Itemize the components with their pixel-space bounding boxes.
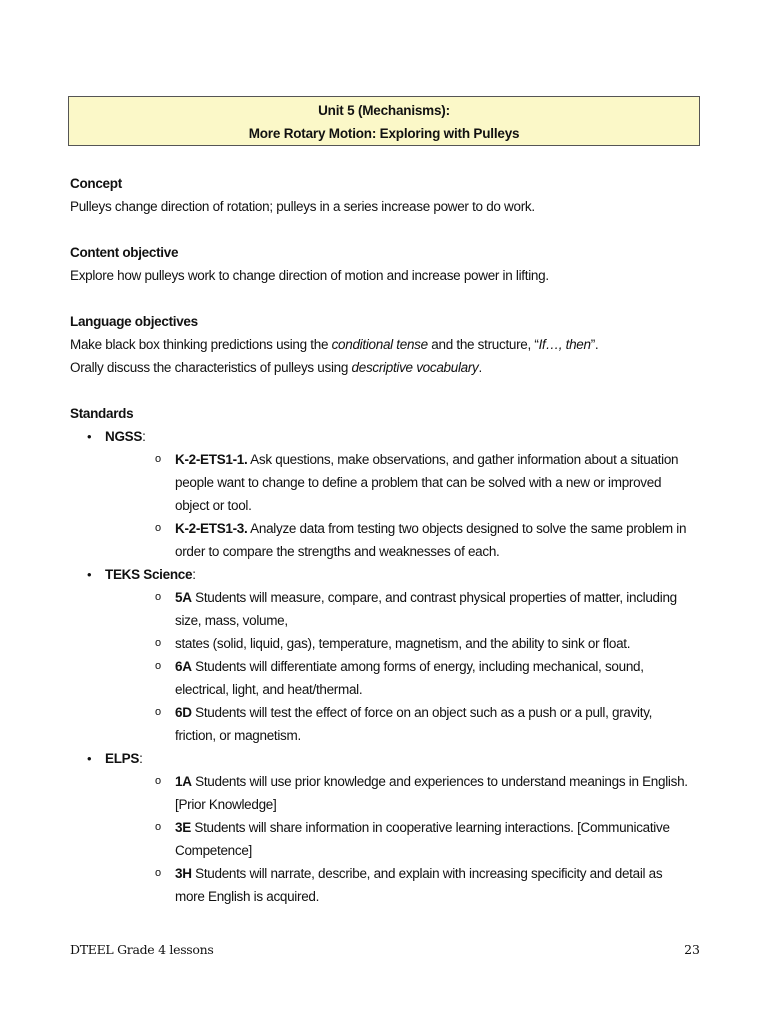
concept-section — [70, 172, 690, 218]
standard-text: Students will share information in cooperative learning interactions. [Communicative Competence] — [175, 820, 670, 858]
standards-list — [70, 425, 690, 908]
teks-colon: : — [192, 567, 196, 582]
teks-items — [105, 586, 690, 747]
standard-ngss — [70, 425, 690, 563]
lo2-italic-vocab: descriptive vocabulary — [351, 360, 479, 375]
teks-item — [105, 632, 690, 655]
standard-code: 3E — [175, 820, 191, 835]
lo1-italic-if-then: If…, then — [538, 337, 591, 352]
language-objectives-section — [70, 310, 690, 379]
standard-text: Students will use prior knowledge and experiences to understand meanings in English. [Prior Knowledge] — [175, 774, 688, 812]
ngss-item — [105, 517, 690, 563]
standard-code: 6D — [175, 705, 192, 720]
standard-code: K-2-ETS1-1. — [175, 452, 248, 467]
standard-code: K-2-ETS1-3. — [175, 521, 248, 536]
teks-label: TEKS Science — [105, 567, 193, 582]
elps-label: ELPS — [105, 751, 140, 766]
elps-item — [105, 770, 690, 816]
standard-text: Students will differentiate among forms of energy, including mechanical, sound, electrical, light, and heat/thermal. — [175, 659, 644, 697]
standard-code: 3H — [175, 866, 192, 881]
standards-section — [70, 402, 690, 908]
teks-item — [105, 655, 690, 701]
concept-text: Pulleys change direction of rotation; pulleys in a series increase power to do work. — [70, 199, 535, 214]
lo1-text-e: ”. — [590, 337, 599, 352]
standard-text: Students will narrate, describe, and explain with increasing specificity and detail as more English is acquired. — [175, 866, 663, 904]
ngss-items — [105, 448, 690, 563]
language-objective-1 — [70, 333, 690, 356]
language-objective-2 — [70, 356, 690, 379]
teks-item — [105, 701, 690, 747]
elps-item — [105, 816, 690, 862]
standard-text: Students will test the effect of force on an object such as a push or a pull, gravity, friction, or magnetism. — [175, 705, 653, 743]
language-objectives-heading: Language objectives — [70, 314, 198, 329]
concept-heading: Concept — [70, 176, 122, 191]
standard-text: Analyze data from testing two objects designed to solve the same problem in order to compare the strengths and weaknesses of each. — [175, 521, 687, 559]
lo1-italic-conditional: conditional tense — [331, 337, 428, 352]
footer-document-title: DTEEL Grade 4 lessons — [70, 942, 214, 957]
lo2-text-a: Orally discuss the characteristics of pulleys using — [70, 360, 352, 375]
elps-colon: : — [139, 751, 143, 766]
standards-heading: Standards — [70, 406, 134, 421]
lesson-content — [70, 172, 690, 931]
standard-text: Students will measure, compare, and contrast physical properties of matter, including size, mass, volume, — [175, 590, 677, 628]
elps-items — [105, 770, 690, 908]
content-objective-heading: Content objective — [70, 245, 179, 260]
standard-text: Ask questions, make observations, and gather information about a situation people want to change to define a problem that can be solved with a new or improved object or tool. — [175, 452, 679, 513]
lo2-text-c: . — [478, 360, 482, 375]
ngss-item — [105, 448, 690, 517]
ngss-label: NGSS — [105, 429, 143, 444]
teks-item — [105, 586, 690, 632]
lo1-text-a: Make black box thinking predictions using the — [70, 337, 332, 352]
standard-code: 1A — [175, 774, 192, 789]
elps-item — [105, 862, 690, 908]
footer-page-number: 23 — [684, 942, 700, 957]
standard-elps — [70, 747, 690, 908]
content-objective-section — [70, 241, 690, 287]
standard-code: 6A — [175, 659, 192, 674]
unit-title-line2: More Rotary Motion: Exploring with Pulleys — [248, 126, 520, 141]
standard-text: states (solid, liquid, gas), temperature, magnetism, and the ability to sink or float. — [175, 636, 631, 651]
unit-title-line1: Unit 5 (Mechanisms): — [318, 103, 450, 118]
content-objective-text: Explore how pulleys work to change direction of motion and increase power in lifting. — [70, 268, 549, 283]
ngss-colon: : — [142, 429, 146, 444]
unit-title-box — [68, 96, 700, 146]
standard-teks — [70, 563, 690, 747]
lo1-text-c: and the structure, “ — [427, 337, 539, 352]
standard-code: 5A — [175, 590, 192, 605]
